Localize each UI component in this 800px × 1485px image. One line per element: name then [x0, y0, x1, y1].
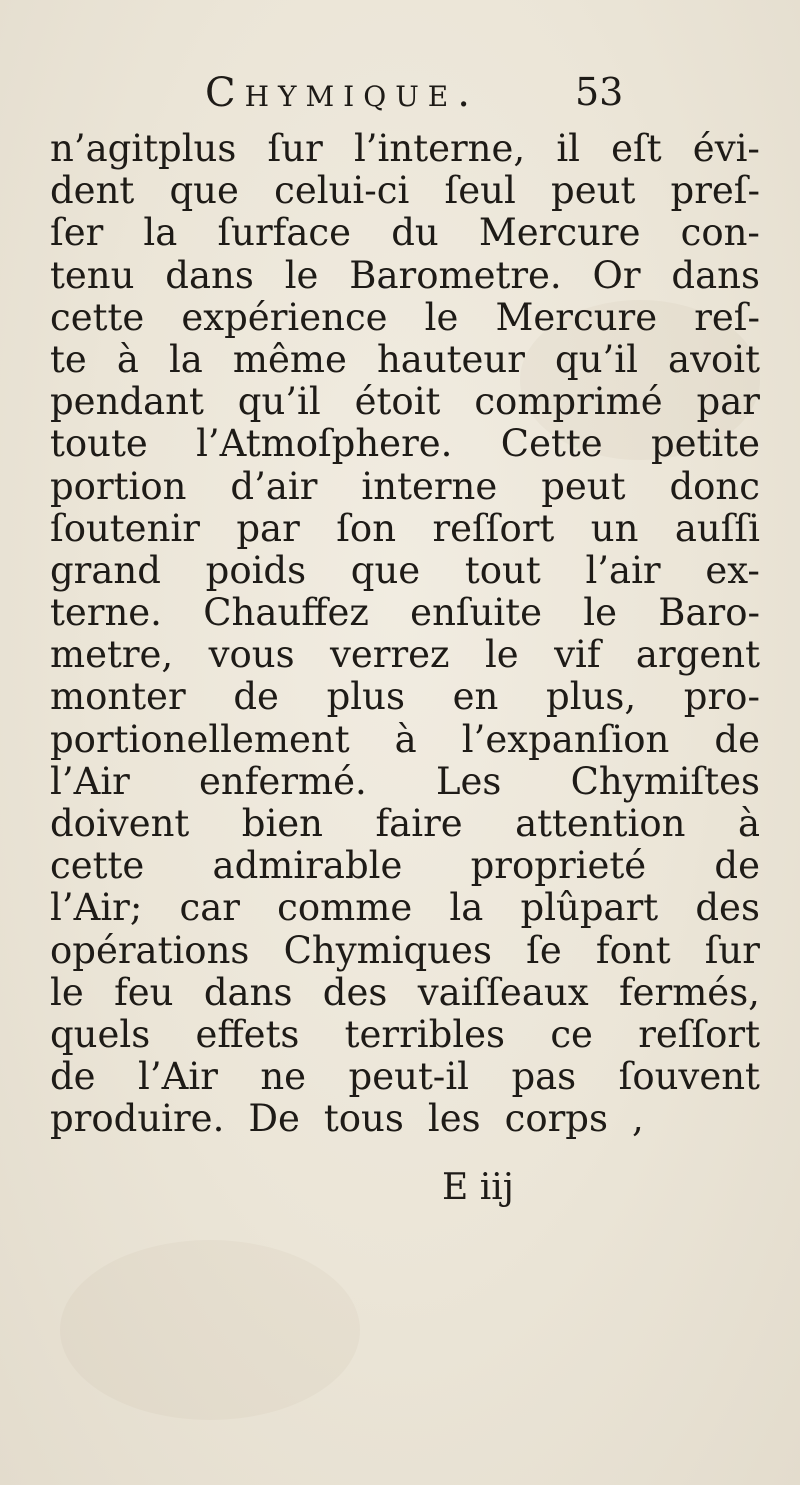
text-line	[50, 1098, 760, 1140]
word: ce	[550, 1012, 593, 1056]
text-line	[50, 887, 760, 929]
word: celui-ci	[274, 169, 410, 213]
word: font	[595, 928, 671, 972]
word: te	[50, 337, 87, 381]
word: fermés,	[618, 970, 760, 1014]
word: à	[116, 337, 139, 381]
word: des	[322, 970, 388, 1014]
word: vous	[208, 633, 295, 677]
word: poids	[205, 548, 307, 592]
word: auſſi	[674, 506, 760, 550]
page-number: 53	[575, 70, 624, 114]
text-line	[50, 719, 760, 761]
word: l’expanſion	[461, 717, 670, 761]
word: eſt	[611, 127, 662, 170]
word: terribles	[344, 1012, 506, 1056]
word: expérience	[181, 295, 388, 339]
word: preſ-	[670, 169, 760, 213]
word: argent	[635, 633, 760, 677]
running-title: Chymique.	[205, 70, 479, 116]
word: ſon	[336, 506, 397, 550]
word: de	[233, 675, 279, 719]
word: du	[391, 211, 439, 255]
word: bien	[241, 802, 324, 845]
text-line	[50, 803, 760, 845]
word: grand	[50, 548, 161, 592]
word: tous	[323, 1097, 404, 1141]
word: qu’il	[237, 380, 321, 424]
text-line	[50, 255, 760, 297]
word: verrez	[329, 633, 450, 677]
word: ſur	[704, 928, 760, 972]
text-line	[50, 550, 760, 592]
word: portion	[50, 464, 187, 508]
text-line	[50, 339, 760, 381]
word: Barometre.	[349, 253, 562, 297]
word: plus,	[546, 675, 637, 719]
word: De	[248, 1097, 300, 1141]
word: Les	[435, 759, 502, 803]
word: vif	[554, 633, 601, 677]
word: l’Air	[50, 759, 130, 803]
word: à	[394, 717, 417, 761]
word: faire	[375, 802, 463, 845]
word: tenu	[50, 253, 135, 297]
word: de	[50, 1055, 96, 1099]
word: de	[714, 844, 760, 888]
word: pro-	[683, 675, 760, 719]
word: enfermé.	[199, 759, 367, 803]
word: dans	[165, 253, 254, 297]
word: évi-	[692, 127, 760, 170]
word: par	[696, 380, 760, 424]
word: que	[350, 548, 421, 592]
word: attention	[515, 802, 686, 845]
word: enſuite	[410, 591, 543, 635]
running-head	[40, 70, 760, 120]
text-line	[50, 508, 760, 550]
word: plûpart	[520, 886, 659, 930]
word: opérations	[50, 928, 250, 972]
word: Mercure	[495, 295, 658, 339]
word: en	[452, 675, 499, 719]
text-line	[50, 170, 760, 212]
word: pendant	[50, 380, 204, 424]
text-line	[50, 381, 760, 423]
text-line	[50, 1014, 760, 1056]
word: Cette	[500, 422, 603, 466]
word: vaiſſeaux	[417, 970, 589, 1014]
word: à	[737, 802, 760, 845]
signature-mark: E iij	[442, 1167, 514, 1208]
word: portionellement	[50, 717, 350, 761]
text-line	[50, 212, 760, 254]
word: ne	[260, 1055, 307, 1099]
word: metre,	[50, 633, 174, 677]
word: Mercure	[478, 211, 641, 255]
word: le	[284, 253, 319, 297]
word: ſouvent	[618, 1055, 760, 1099]
word: petite	[650, 422, 760, 466]
text-line	[50, 634, 760, 676]
text-line	[50, 592, 760, 634]
word: corps	[504, 1097, 608, 1141]
word: avoit	[668, 337, 760, 381]
word: admirable	[212, 844, 403, 888]
text-line	[50, 423, 760, 465]
word: des	[695, 886, 760, 930]
word: ſur	[267, 127, 323, 170]
word: comme	[277, 886, 413, 930]
word: tout	[464, 548, 541, 592]
word: peut-il	[348, 1055, 469, 1099]
word: dans	[671, 253, 760, 297]
word: ,	[631, 1097, 644, 1141]
word: d’air	[230, 464, 318, 508]
word: étoit	[354, 380, 441, 424]
word: ſe	[526, 928, 562, 972]
word: ſurface	[217, 211, 352, 255]
text-line	[50, 676, 760, 718]
word: comprimé	[474, 380, 663, 424]
word: Chymiſtes	[570, 759, 760, 803]
word: Chauffez	[203, 591, 369, 635]
word: quels	[50, 1012, 151, 1056]
word: dans	[203, 970, 293, 1014]
word: un	[590, 506, 639, 550]
word: même	[232, 337, 347, 381]
text-line	[50, 1056, 760, 1098]
word: que	[169, 169, 239, 213]
text-line	[50, 466, 760, 508]
word: cette	[50, 844, 145, 888]
word: Chymiques	[283, 928, 492, 972]
word: Or	[592, 253, 641, 297]
word: effets	[195, 1012, 300, 1056]
word: l’Air;	[50, 886, 143, 930]
word: interne	[361, 464, 498, 508]
text-line	[50, 972, 760, 1014]
word: ex-	[705, 548, 760, 592]
text-line	[50, 761, 760, 803]
word: le	[50, 970, 84, 1014]
word: ſeul	[444, 169, 516, 213]
word: plus	[326, 675, 405, 719]
word: l’Atmoſphere.	[196, 422, 453, 466]
text-body	[50, 128, 760, 1141]
word: hauteur	[376, 337, 525, 381]
text-line	[50, 845, 760, 887]
word: les	[427, 1097, 481, 1141]
word: reſſort	[432, 506, 555, 550]
paper-stain	[60, 1240, 360, 1420]
word: Baro-	[658, 591, 760, 635]
word: ſoutenir	[50, 506, 200, 550]
word: n’agitplus	[50, 127, 237, 170]
word: l’air	[585, 548, 661, 592]
word: de	[714, 717, 760, 761]
word: monter	[50, 675, 186, 719]
word: car	[179, 886, 240, 930]
word: ſer	[50, 211, 104, 255]
word: toute	[50, 422, 148, 466]
word: il	[556, 127, 580, 170]
word: con-	[680, 211, 760, 255]
word: proprieté	[470, 844, 647, 888]
word: donc	[669, 464, 760, 508]
text-line	[50, 297, 760, 339]
text-line	[50, 128, 760, 170]
word: le	[424, 295, 459, 339]
word: doivent	[50, 802, 190, 845]
word: reſſort	[638, 1012, 760, 1056]
word: la	[449, 886, 484, 930]
word: reſ-	[694, 295, 760, 339]
word: le	[583, 591, 618, 635]
word: peut	[551, 169, 636, 213]
word: par	[236, 506, 300, 550]
word: la	[143, 211, 178, 255]
word: qu’il	[555, 337, 638, 381]
word: l’interne,	[353, 127, 526, 170]
word: la	[168, 337, 203, 381]
word: produire.	[50, 1097, 225, 1141]
text-line	[50, 930, 760, 972]
word: pas	[511, 1055, 577, 1099]
word: peut	[541, 464, 626, 508]
word: dent	[50, 169, 135, 213]
word: le	[484, 633, 519, 677]
word: l’Air	[138, 1055, 218, 1099]
word: terne.	[50, 591, 162, 635]
word: feu	[114, 970, 174, 1014]
word: cette	[50, 295, 145, 339]
